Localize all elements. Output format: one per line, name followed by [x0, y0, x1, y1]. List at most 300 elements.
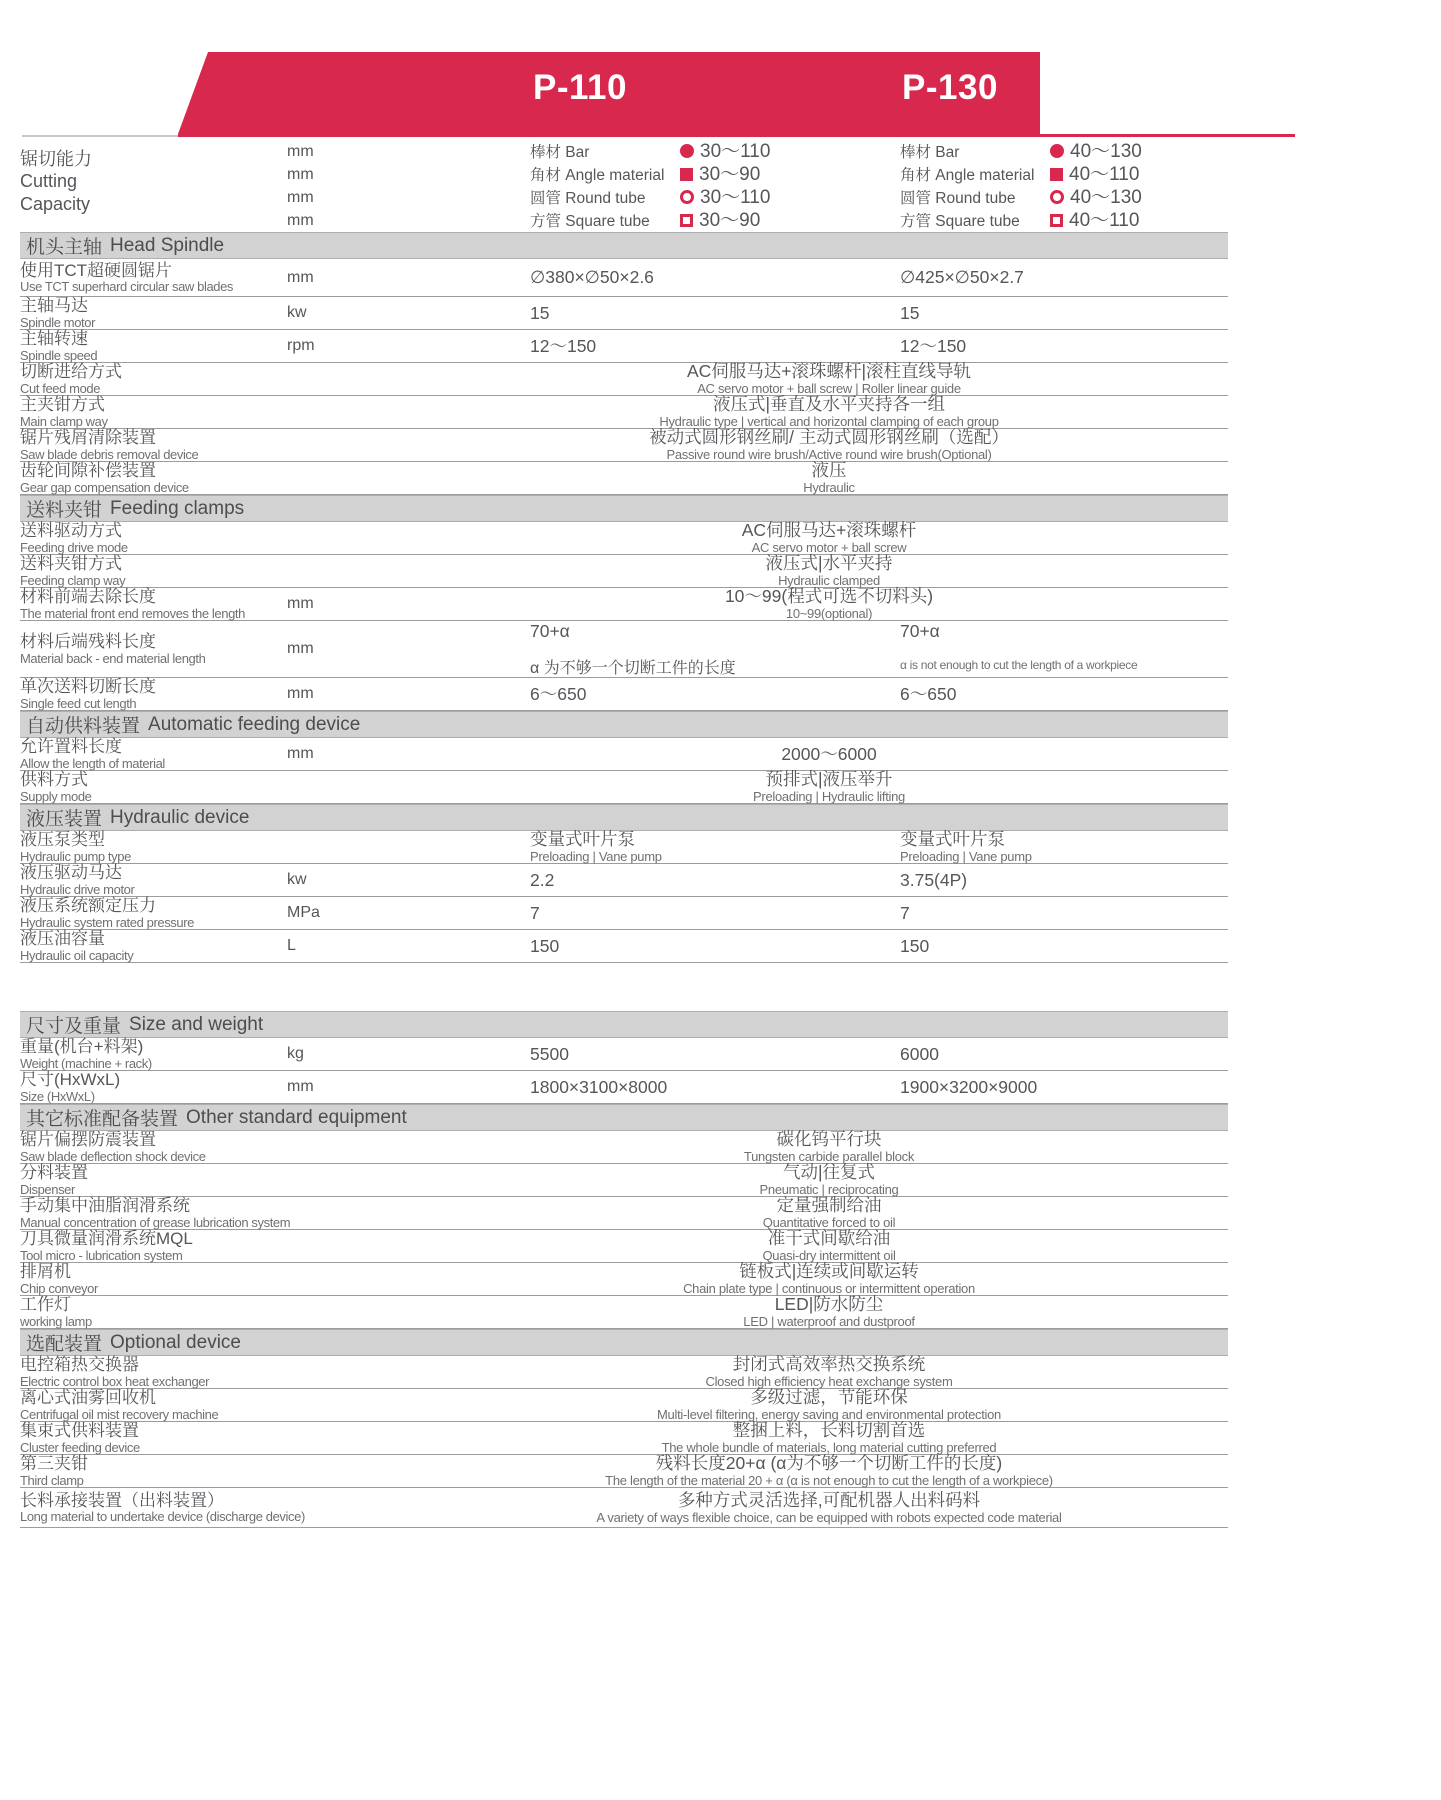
span-value: [530, 1490, 1228, 1526]
row-unit: kw: [287, 871, 307, 888]
value-line: 变量式叶片泵: [530, 829, 635, 850]
value-line: 70+α: [900, 620, 940, 641]
row-unit: mm: [287, 685, 314, 702]
row-label-en: Gear gap compensation device: [20, 479, 189, 495]
row-label: [20, 737, 287, 770]
section-title-zh: 自动供料装置: [26, 716, 141, 737]
value-line: Hydraulic: [803, 480, 855, 496]
row-label-zh: 锯片残屑清除装置: [20, 428, 156, 448]
row-label-en: Dispenser: [20, 1181, 75, 1197]
value-col-p110: [530, 1044, 900, 1065]
value-line: 1800×3100×8000: [530, 1076, 668, 1097]
value-line: 准干式间歇给油: [767, 1228, 891, 1249]
value-line: Preloading | Vane pump: [530, 849, 662, 865]
span-value: [530, 361, 1228, 397]
circle-outline-icon: [1050, 190, 1064, 204]
row-values: [530, 303, 1228, 324]
value-line: 3.75(4P): [900, 869, 968, 890]
row-label-en: Hydraulic oil capacity: [20, 947, 134, 963]
unit-label: mm: [287, 143, 314, 160]
row-label-zh: 齿轮间隙补偿装置: [20, 461, 156, 481]
value-col-p110: [530, 829, 900, 865]
value-line: 链板式|连续或间歇运转: [739, 1261, 919, 1282]
square-outline-icon: [680, 214, 693, 227]
unit-label: mm: [287, 166, 314, 183]
square-outline-icon: [1050, 214, 1063, 227]
value-line: 6000: [900, 1043, 939, 1064]
span-value: [530, 394, 1228, 430]
spec-row: [20, 1356, 1228, 1389]
value-col-p130: [900, 267, 1228, 288]
value-line: 液压: [811, 460, 847, 481]
row-label-en: Hydraulic pump type: [20, 848, 131, 864]
value-line: 变量式叶片泵: [900, 829, 1005, 850]
value-col-p130: [900, 621, 1228, 678]
spec-row: [20, 1230, 1228, 1263]
circle-filled-icon: [680, 144, 694, 158]
value-line: A variety of ways flexible choice, can be equipped with robots expected code material: [596, 1509, 1062, 1525]
row-label-en: Saw blade debris removal device: [20, 446, 199, 462]
section-hydraulic-device: [20, 804, 1228, 963]
row-label-en: The material front end removes the length: [20, 605, 245, 621]
material-label: 角材 Angle material: [900, 167, 1035, 184]
row-label-zh: 集束式供料装置: [20, 1421, 139, 1441]
spec-row: [20, 678, 1228, 711]
row-label-en: Spindle motor: [20, 314, 96, 330]
row-label: [20, 632, 287, 665]
row-label: [20, 1037, 287, 1070]
value-line: 6〜650: [530, 683, 587, 704]
value-line: 封闭式高效率热交换系统: [732, 1354, 926, 1375]
model-name-p110: P-110: [533, 68, 627, 107]
spec-row: [20, 864, 1228, 897]
spec-row: [20, 1263, 1228, 1296]
row-label: [20, 1295, 287, 1328]
value-col-p130: [900, 684, 1228, 705]
square-filled-icon: [680, 168, 693, 181]
spec-row: [20, 1422, 1228, 1455]
value-col-p110: [530, 903, 900, 924]
value-line: 10〜99(程式可选不切料头): [724, 586, 934, 607]
row-values: [530, 1044, 1228, 1065]
cutting-capacity-block: [20, 137, 1228, 232]
capacity-col-p130: [900, 140, 1228, 232]
value-line: AC伺服马达+滚珠螺杆|滚柱直线导轨: [686, 361, 972, 382]
row-unit: mm: [287, 268, 314, 286]
row-unit: mm: [287, 640, 314, 657]
span-value: [530, 460, 1228, 496]
square-filled-icon: [1050, 168, 1063, 181]
material-label: 方管 Square tube: [530, 213, 650, 230]
value-line: The whole bundle of materials, long material cutting preferred: [661, 1440, 997, 1456]
row-label: [20, 1163, 287, 1196]
value-line: α is not enough to cut the length of a workpiece: [900, 657, 1138, 672]
capacity-row: [900, 186, 1228, 209]
value-col-p130: [900, 1044, 1228, 1065]
spec-row: [20, 771, 1228, 804]
value-line: ∅380×∅50×2.6: [530, 267, 654, 287]
unit-label: mm: [287, 189, 314, 206]
value-line: 150: [900, 935, 930, 956]
value-line: Closed high efficiency heat exchange system: [705, 1374, 953, 1390]
row-label: [20, 1388, 287, 1421]
row-label: [20, 929, 287, 962]
value-col-p110: [530, 303, 900, 324]
value-line: 1900×3200×9000: [900, 1076, 1038, 1097]
span-value: [530, 1195, 1228, 1231]
spec-row: [20, 738, 1228, 771]
value-line: 15: [900, 302, 920, 323]
spec-row: [20, 1131, 1228, 1164]
value-col-p130: [900, 303, 1228, 324]
section-title-en: Hydraulic device: [110, 806, 250, 828]
row-label-en: Centrifugal oil mist recovery machine: [20, 1406, 219, 1422]
row-label-zh: 排屑机: [20, 1262, 71, 1282]
value-line: LED | waterproof and dustproof: [743, 1314, 915, 1330]
spec-row: [20, 897, 1228, 930]
row-label-en: Electric control box heat exchanger: [20, 1373, 210, 1389]
material-label: 方管 Square tube: [900, 213, 1020, 230]
value-col-p110: [530, 336, 900, 357]
row-label-en: Hydraulic drive motor: [20, 881, 135, 897]
row-label-en: Feeding clamp way: [20, 572, 126, 588]
row-label-en: Feeding drive mode: [20, 539, 128, 555]
capacity-col-p110: [530, 140, 900, 232]
value-line: Preloading | Hydraulic lifting: [753, 789, 905, 805]
unit-column: [287, 140, 530, 232]
section-feeding-clamps: [20, 495, 1228, 711]
row-label-zh: 重量(机台+料架): [20, 1037, 144, 1057]
row-label-zh: 尺寸(HxWxL): [20, 1070, 121, 1090]
span-value: [530, 553, 1228, 589]
row-values: [530, 684, 1228, 705]
capacity-value: 40〜110: [1069, 210, 1140, 231]
spec-table: [20, 137, 1228, 1528]
span-value: [530, 586, 1228, 622]
value-line: Tungsten carbide parallel block: [743, 1149, 915, 1165]
spec-row: [20, 1296, 1228, 1329]
spec-row: [20, 522, 1228, 555]
span-value: [530, 520, 1228, 556]
spec-row: [20, 1197, 1228, 1230]
capacity-row: [530, 140, 900, 163]
capacity-value: 30〜110: [700, 187, 771, 208]
row-label: [20, 770, 287, 803]
value-col-p130: [900, 870, 1228, 891]
spec-row: [20, 930, 1228, 963]
span-value: [530, 427, 1228, 463]
section-size-and-weight: [20, 1011, 1228, 1104]
capacity-row: [530, 163, 900, 186]
row-label-en: Chip conveyor: [20, 1280, 98, 1296]
value-line: 150: [530, 935, 560, 956]
value-line: AC servo motor + ball screw | Roller linear guide: [697, 381, 961, 397]
spec-row: [20, 1071, 1228, 1104]
section-title-en: Optional device: [110, 1331, 241, 1353]
capacity-value: 30〜90: [699, 164, 761, 185]
row-label: [20, 1070, 287, 1103]
value-line: Hydraulic clamped: [778, 573, 880, 589]
material-label: 圆管 Round tube: [900, 190, 1016, 207]
capacity-value: 30〜90: [699, 210, 761, 231]
value-line: 7: [530, 902, 540, 923]
row-label-zh: 切断进给方式: [20, 362, 122, 382]
row-label-zh: 液压系统额定压力: [20, 896, 156, 916]
value-line: 残料长度20+α (α为不够一个切断工件的长度): [655, 1453, 1003, 1474]
section-title-zh: 选配装置: [26, 1334, 103, 1355]
capacity-row: [900, 209, 1228, 232]
row-label-zh: 工作灯: [20, 1295, 71, 1315]
value-col-p110: [530, 684, 900, 705]
span-value: [530, 769, 1228, 805]
spec-row: [20, 259, 1228, 297]
section-optional-device: [20, 1329, 1228, 1528]
value-line: Multi-level filtering, energy saving and environmental protection: [657, 1407, 1001, 1423]
row-label-zh: 长料承接装置（出料装置）: [20, 1490, 224, 1510]
circle-filled-icon: [1050, 144, 1064, 158]
row-unit: L: [287, 937, 296, 954]
section-title-zh: 送料夹钳: [26, 500, 103, 521]
section-title-en: Automatic feeding device: [148, 713, 361, 735]
value-col-p130: [900, 1077, 1228, 1098]
row-label: [20, 521, 287, 554]
value-line: LED|防水防尘: [774, 1294, 884, 1315]
row-label-en: Hydraulic system rated pressure: [20, 914, 194, 930]
capacity-value: 40〜130: [1070, 141, 1142, 162]
row-label: [20, 329, 287, 362]
spec-row: [20, 396, 1228, 429]
capacity-value: 40〜130: [1070, 187, 1142, 208]
row-label: [20, 296, 287, 329]
capacity-value: 30〜110: [700, 141, 771, 162]
value-line: Passive round wire brush/Active round wire brush(Optional): [666, 447, 992, 463]
row-values: [530, 870, 1228, 891]
spec-row: [20, 297, 1228, 330]
row-unit: rpm: [287, 337, 315, 354]
spec-row: [20, 1038, 1228, 1071]
value-line: 液压式|垂直及水平夹持各一组: [712, 394, 946, 415]
row-label: [20, 1421, 287, 1454]
spec-row: [20, 831, 1228, 864]
row-label: [20, 1454, 287, 1487]
span-value: [530, 1453, 1228, 1489]
row-label-zh: 主夹钳方式: [20, 395, 105, 415]
row-label-zh: 材料后端残料长度: [20, 632, 156, 652]
row-label-en: Supply mode: [20, 788, 92, 804]
value-col-p110: [530, 267, 900, 288]
span-value: [530, 1129, 1228, 1165]
section-header: [20, 495, 1228, 522]
value-line: 10~99(optional): [785, 606, 873, 622]
spec-row: [20, 429, 1228, 462]
row-label-zh: 液压油容量: [20, 929, 105, 949]
value-col-p130: [900, 936, 1228, 957]
row-label-zh: 电控箱热交换器: [20, 1355, 139, 1375]
row-label-zh: 送料驱动方式: [20, 521, 122, 541]
row-label: [20, 830, 287, 863]
row-label-zh: 锯片偏摆防震装置: [20, 1130, 156, 1150]
section-header: [20, 1104, 1228, 1131]
capacity-row: [900, 163, 1228, 186]
value-line: 多种方式灵活选择,可配机器人出料码料: [677, 1489, 981, 1510]
row-label: [20, 261, 287, 294]
section-title-en: Head Spindle: [110, 234, 225, 256]
row-label-en: Tool micro - lubrication system: [20, 1247, 183, 1263]
row-label-en: working lamp: [20, 1313, 92, 1329]
value-line: 7: [900, 902, 910, 923]
row-label: [20, 395, 287, 428]
value-line: 气动|往复式: [782, 1162, 876, 1183]
row-label-en: Use TCT superhard circular saw blades: [20, 279, 234, 295]
material-label: 圆管 Round tube: [530, 190, 646, 207]
row-unit: mm: [287, 745, 314, 762]
section-title-en: Feeding clamps: [110, 497, 245, 519]
row-label-zh: 送料夹钳方式: [20, 554, 122, 574]
section-header: [20, 711, 1228, 738]
row-label-zh: 刀具微量润滑系统MQL: [20, 1229, 193, 1249]
capacity-row: [530, 186, 900, 209]
row-label: [20, 1130, 287, 1163]
row-values: [530, 1077, 1228, 1098]
value-line: ∅425×∅50×2.7: [900, 267, 1024, 287]
row-unit: mm: [287, 1078, 314, 1095]
row-label: [20, 554, 287, 587]
value-line: Preloading | Vane pump: [900, 849, 1032, 865]
value-col-p110: [530, 621, 900, 678]
row-unit: kw: [287, 304, 307, 321]
row-label-zh: 主轴转速: [20, 329, 88, 349]
row-label-zh: 供料方式: [20, 770, 88, 790]
row-label: [20, 461, 287, 494]
row-label-zh: 手动集中油脂润滑系统: [20, 1196, 190, 1216]
span-value: [530, 744, 1228, 765]
section-title-zh: 液压装置: [26, 809, 103, 830]
section-header: [20, 1329, 1228, 1356]
spec-row: [20, 330, 1228, 363]
value-line: 液压式|水平夹持: [765, 553, 893, 574]
material-label: 棒材 Bar: [530, 144, 590, 161]
value-line: 15: [530, 302, 550, 323]
value-line: 70+α: [530, 620, 570, 641]
spec-row: [20, 588, 1228, 621]
value-line: 碳化钨平行块: [776, 1129, 882, 1150]
row-label-en: Main clamp way: [20, 413, 108, 429]
value-col-p110: [530, 870, 900, 891]
spec-row: [20, 462, 1228, 495]
row-label-zh: 分料装置: [20, 1163, 88, 1183]
row-unit: mm: [287, 595, 314, 612]
value-line: α 为不够一个切断工件的长度: [530, 659, 736, 677]
row-label-en: Manual concentration of grease lubrication system: [20, 1214, 291, 1230]
value-col-p130: [900, 829, 1228, 865]
value-line: Quantitative forced to oil: [762, 1215, 896, 1231]
row-label: [20, 1490, 305, 1525]
value-line: Hydraulic type | vertical and horizontal clamping of each group: [659, 414, 999, 430]
value-line: 12〜150: [900, 335, 967, 356]
spec-row: [20, 555, 1228, 588]
row-label-en: Allow the length of material: [20, 755, 165, 771]
value-col-p130: [900, 903, 1228, 924]
value-line: AC伺服马达+滚珠螺杆: [741, 520, 917, 541]
row-label: [20, 863, 287, 896]
row-label: [20, 1196, 291, 1230]
section-header: [20, 804, 1228, 831]
row-label-zh: 液压泵类型: [20, 830, 105, 850]
value-col-p130: [900, 336, 1228, 357]
cutting-capacity-label: [20, 140, 287, 232]
value-line: AC servo motor + ball screw: [751, 540, 907, 556]
capacity-row: [530, 209, 900, 232]
row-values: [530, 621, 1228, 678]
row-label-en: Long material to undertake device (discharge device): [20, 1509, 305, 1525]
row-label: [20, 1229, 287, 1262]
row-label-zh: 主轴马达: [20, 296, 88, 316]
row-unit: MPa: [287, 904, 320, 921]
span-value: [530, 1420, 1228, 1456]
section-other-standard-equipment: [20, 1104, 1228, 1329]
unit-label: mm: [287, 212, 314, 229]
row-label: [20, 1262, 287, 1295]
value-line: 整捆上料，长料切割首选: [732, 1420, 926, 1441]
material-label: 角材 Angle material: [530, 167, 665, 184]
row-label: [20, 1355, 287, 1388]
value-line: 2000〜6000: [781, 743, 877, 764]
row-label-zh: 液压驱动马达: [20, 863, 122, 883]
row-label-en: Cut feed mode: [20, 380, 101, 396]
row-label: [20, 896, 287, 929]
spec-row: [20, 363, 1228, 396]
row-label: [20, 587, 287, 620]
cutting-capacity-label-zh: 锯切能力: [20, 149, 92, 169]
row-label-en: Spindle speed: [20, 347, 98, 363]
section-head-spindle: [20, 232, 1228, 495]
value-line: 定量强制给油: [776, 1195, 882, 1216]
row-label: [20, 677, 287, 710]
section-header: [20, 1011, 1228, 1038]
row-label: [20, 428, 287, 461]
value-line: 多级过滤，节能环保: [750, 1387, 908, 1408]
value-line: 预排式|液压举升: [765, 769, 893, 790]
span-value: [530, 1294, 1228, 1330]
row-label-zh: 离心式油雾回收机: [20, 1388, 156, 1408]
value-line: 5500: [530, 1043, 569, 1064]
value-line: 2.2: [530, 869, 555, 890]
section-title-zh: 机头主轴: [26, 237, 103, 258]
cutting-capacity-label-en: Capacity: [20, 193, 91, 214]
span-value: [530, 1228, 1228, 1264]
value-line: The length of the material 20 + α (α is not enough to cut the length of a workpiece): [605, 1473, 1053, 1489]
row-label-zh: 单次送料切断长度: [20, 677, 156, 697]
spec-row: [20, 1164, 1228, 1197]
cutting-capacity-label-en: Cutting: [20, 171, 78, 192]
row-label-en: Material back - end material length: [20, 650, 206, 666]
span-value: [530, 1354, 1228, 1390]
row-values: [530, 903, 1228, 924]
section-title-zh: 其它标准配备装置: [26, 1109, 179, 1130]
span-value: [530, 1261, 1228, 1297]
model-name-p130: P-130: [902, 68, 998, 107]
value-col-p110: [530, 1077, 900, 1098]
row-label: [20, 362, 287, 395]
section-header: [20, 232, 1228, 259]
spec-row: [20, 1488, 1228, 1528]
row-unit: kg: [287, 1045, 304, 1062]
row-values: [530, 267, 1228, 288]
spec-row: [20, 621, 1228, 678]
capacity-row: [900, 140, 1228, 163]
row-values: [530, 336, 1228, 357]
row-label-en: Cluster feeding device: [20, 1439, 140, 1455]
